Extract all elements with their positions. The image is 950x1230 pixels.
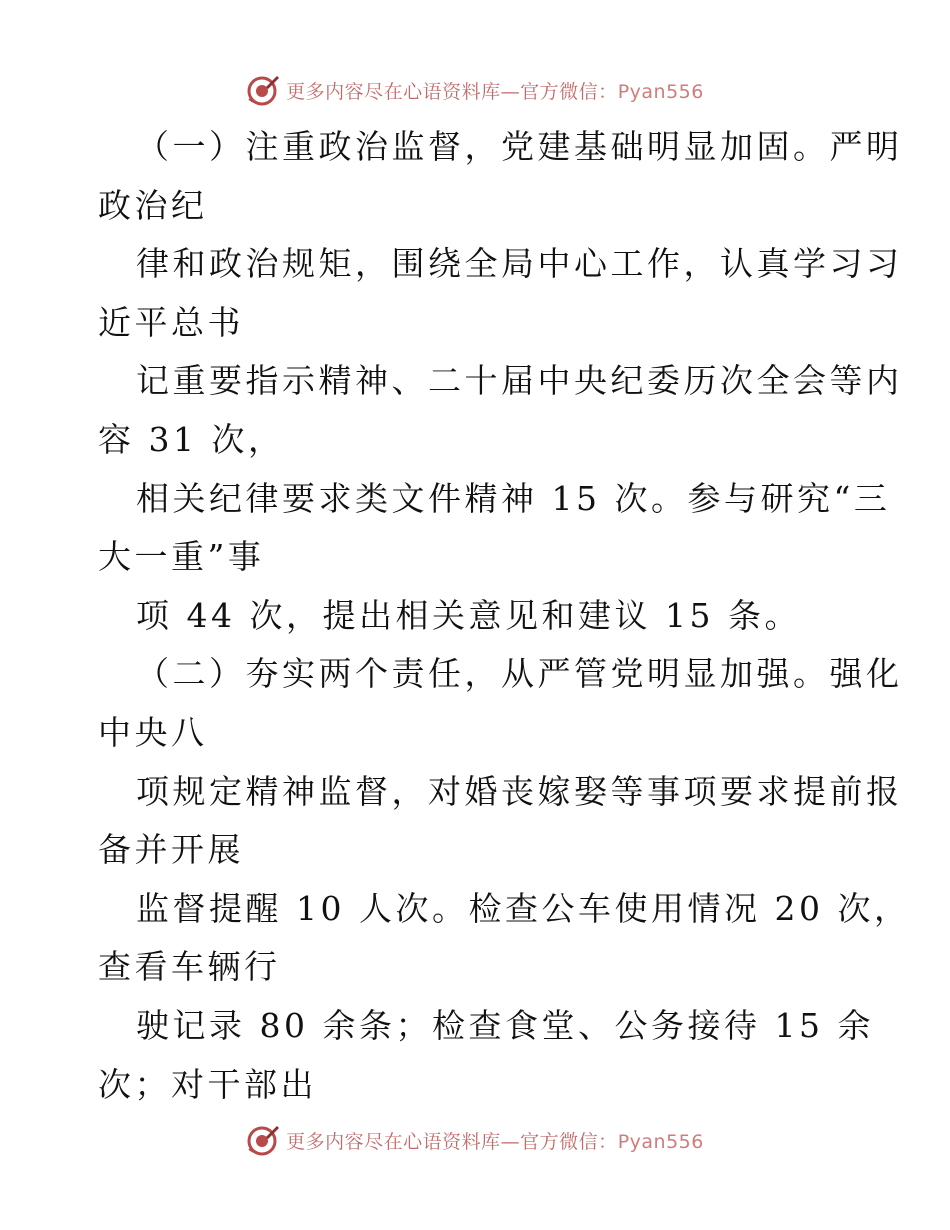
text-line: （一）注重政治监督，党建基础明显加固。严明 [136,127,903,166]
text-line: 相关纪律要求类文件精神 15 次。参与研究“三 [136,478,891,518]
text-line: 律和政治规矩，围绕全局中心工作，认真学习习 [136,244,903,284]
text-line: 容 31 次， [98,419,285,459]
text-line: 大一重”事 [98,537,265,577]
watermark-separator: — [500,1130,521,1153]
watermark-separator: — [500,80,521,103]
text-line: 记重要指示精神、二十届中央纪委历次全会等内 [136,361,903,401]
header-watermark [0,70,950,110]
text-line: 查看车辆行 [98,947,281,987]
text-line: 中央八 [98,712,208,752]
watermark-text [286,1127,704,1154]
footer-watermark [0,1120,950,1160]
text-line: 项规定精神监督，对婚丧嫁娶等事项要求提前报 [136,771,903,811]
document-body [98,118,911,1114]
text-line: 备并开展 [98,830,244,870]
text-line: 监督提醒 10 人次。检查公车使用情况 20 次， [136,888,911,928]
watermark-wechat-id: Pyan556 [617,80,704,103]
watermark-wechat-id: Pyan556 [617,1130,704,1153]
watermark-official-label: 官方微信： [520,80,618,103]
text-line: 政治纪 [98,185,208,225]
text-line: 驶记录 80 余条；检查食堂、公务接待 15 余 [136,1005,874,1045]
pen-logo-icon [246,1123,280,1157]
text-line: 次；对干部出 [98,1064,317,1104]
text-line: 近平总书 [98,302,244,342]
text-line: 项 44 次，提出相关意见和建议 15 条。 [136,595,801,635]
pen-logo-icon [246,73,280,107]
watermark-brand: 更多内容尽在心语资料库 [286,1130,501,1153]
text-line: （二）夯实两个责任，从严管党明显加强。强化 [136,654,903,694]
watermark-official-label: 官方微信： [520,1130,618,1153]
watermark-brand: 更多内容尽在心语资料库 [286,80,501,103]
watermark-text [286,77,704,104]
